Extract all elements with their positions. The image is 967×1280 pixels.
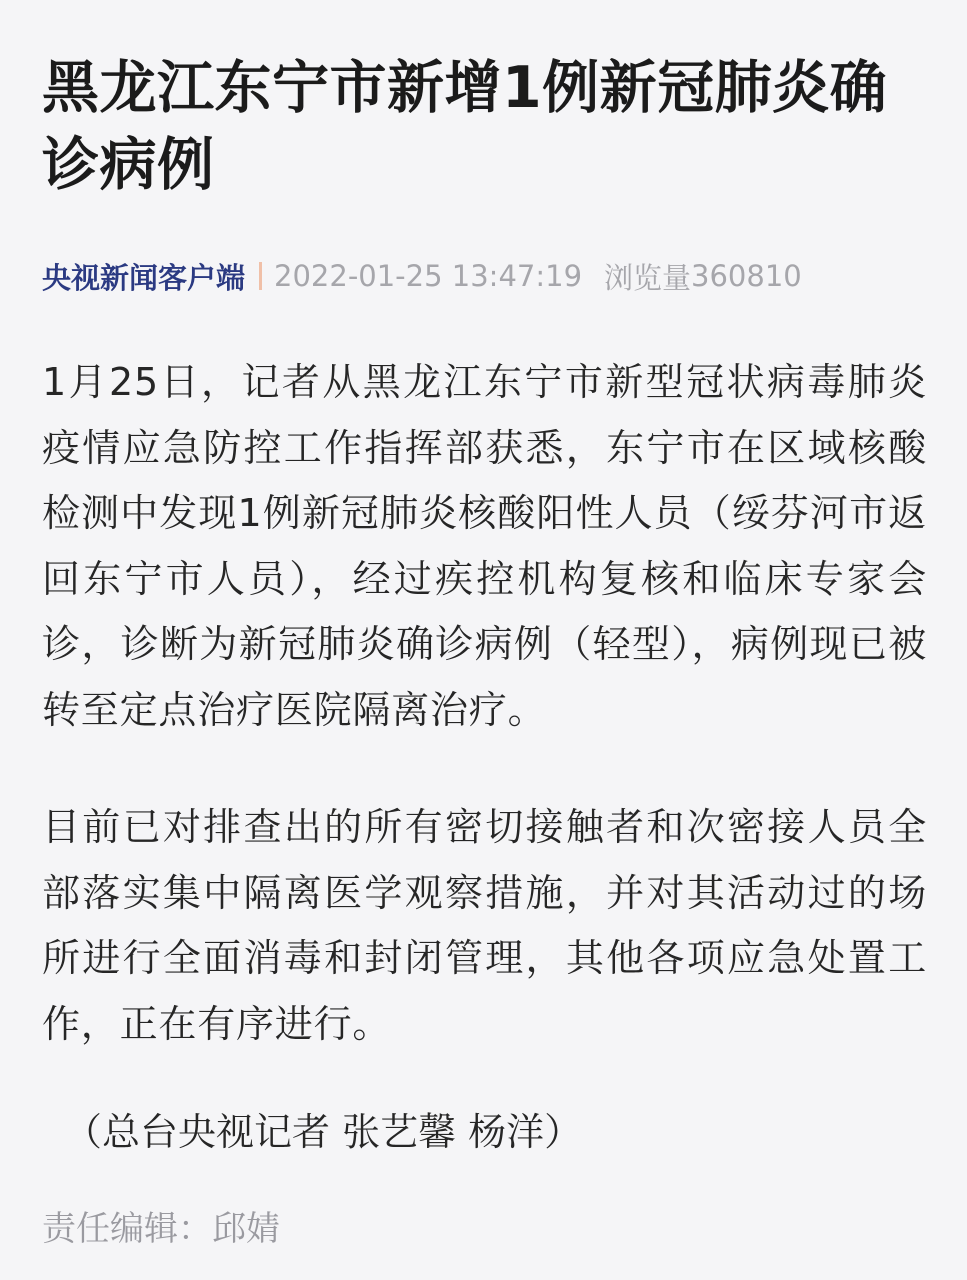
article-meta <box>42 256 802 296</box>
editor-credit: 责任编辑：邱婧 <box>42 1209 280 1249</box>
paragraph: 1月25日，记者从黑龙江东宁市新型冠状病毒肺炎疫情应急防控工作指挥部获悉，东宁市在区域核酸检测中发现1例新冠肺炎核酸阳性人员（绥芬河市返回东宁市人员），经过疾控机构复核和临床专家会诊，诊断为新冠肺炎确诊病例（轻型），病例现已被转至定点治疗医院隔离治疗。 <box>42 360 927 732</box>
views-count: 360810 <box>691 259 802 293</box>
publish-time: 2022-01-25 13:47:19 <box>274 259 583 293</box>
views-label: 浏览量 <box>604 260 692 295</box>
reporter-credit: （总台央视记者 张艺馨 杨洋） <box>64 1110 583 1154</box>
source-link[interactable]: 央视新闻客户端 <box>42 260 246 295</box>
meta-divider <box>259 262 262 290</box>
paragraph: 目前已对排查出的所有密切接触者和次密接人员全部落实集中隔离医学观察措施，并对其活动过的场所进行全面消毒和封闭管理，其他各项应急处置工作，正在有序进行。 <box>42 805 927 1046</box>
article-title: 黑龙江东宁市新增1例新冠肺炎确诊病例 <box>42 55 888 198</box>
